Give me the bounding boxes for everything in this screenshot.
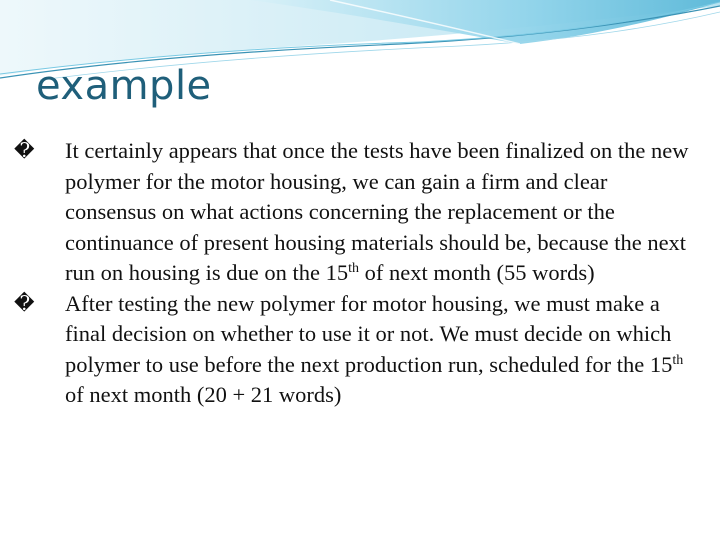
bullet-text-2: [16, 289, 704, 411]
bullet-1-superscript: th: [348, 261, 359, 276]
bullet-list: [14, 136, 704, 411]
bullet-1-text-after: of next month (55 words): [359, 260, 595, 285]
bullet-glyph-icon: �: [14, 292, 35, 315]
slide-title: example: [36, 63, 212, 109]
bullet-item-1: [14, 136, 704, 289]
bullet-1-text-before: It certainly appears that once the tests have been finalized on the new polymer for the motor housing, we can gain a firm and clear consensus on what actions concerning the replacement or the continuance of present housing materials should be, because the next run on housing is due on the 15: [65, 138, 689, 285]
bullet-text-1: [16, 136, 704, 289]
bullet-item-2: [14, 289, 704, 411]
bullet-2-superscript: th: [672, 352, 684, 368]
bullet-2-text-before: After testing the new polymer for motor housing, we must make a final decision on whether to use it or not. We must decide on which polymer to use before the next production run, scheduled for the 15: [65, 290, 673, 377]
bullet-glyph-icon: �: [14, 140, 35, 162]
bullet-2-text-after: of next month (20 + 21 words): [65, 382, 342, 407]
